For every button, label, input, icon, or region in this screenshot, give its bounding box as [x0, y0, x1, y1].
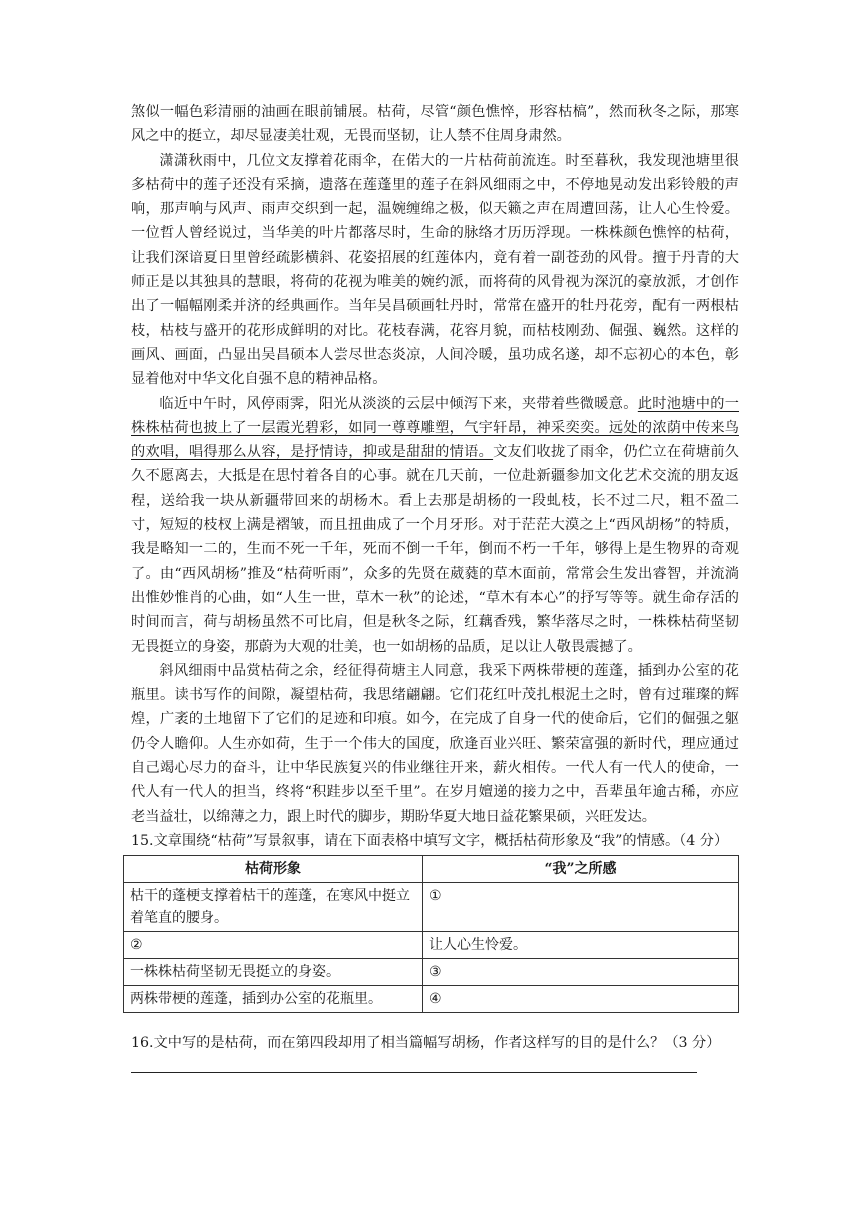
- table-row: [124, 883, 739, 932]
- table-cell: 一株株枯荷坚韧无畏挺立的身姿。: [124, 959, 423, 986]
- table-cell: 枯干的蓬梗支撑着枯干的莲蓬，在寒风中挺立着笔直的腰身。: [124, 883, 423, 932]
- question-16: 16.文中写的是枯荷，而在第四段却用了相当篇幅写胡杨，作者这样写的目的是什么？（3 分）: [131, 1035, 721, 1052]
- paragraph-3-before: 临近中午时，风停雨霁，阳光从淡淡的云层中倾泻下来，夹带着些微暖意。: [159, 395, 638, 412]
- table-row: [124, 932, 739, 959]
- table-row: [124, 959, 739, 986]
- answer-cell[interactable]: ②: [124, 932, 423, 959]
- answer-cell[interactable]: ①: [423, 883, 739, 932]
- answer-cell[interactable]: ③: [423, 959, 739, 986]
- underlined-passage: 此时池塘中的一株株枯荷也披上了一层霞光碧彩，如同一尊尊雕塑，气宇轩昂，神采奕奕。远处的浓荫中传来鸟的欢唱，唱得那么从容，是抒情诗，抑或是甜甜的情语。: [131, 395, 739, 461]
- question-15: 15.文章围绕“枯荷”写景叙事，请在下面表格中填写文字，概括枯荷形象及“我”的情感。（4 分）: [131, 832, 729, 849]
- header-my-feeling: “我”之所感: [423, 856, 739, 883]
- header-lotus-image: 枯荷形象: [124, 856, 423, 883]
- document-page: [131, 100, 739, 1073]
- summary-table: [123, 855, 739, 1013]
- paragraph-2: 潇潇秋雨中，几位文友撑着花雨伞，在偌大的一片枯荷前流连。时至暮秋，我发现池塘里很多枯荷中的莲子还没有采摘，遗落在莲蓬里的莲子在斜风细雨之中，不停地晃动发出彩铃般的声响，那声响与风声、雨声交织到一起，温婉缠绵之极，似天籁之声在周遭回荡，让人心生怜爱。一位哲人曾经说过，当华美的叶片都落尽时，生命的脉络才历历浮现。一株株颜色憔悴的枯荷，让我们深谙夏日里曾经疏影横斜、花姿招展的红莲体内，竟有着一副苍劲的风骨。擅于丹青的大师正是以其独具的慧眼，将荷的花视为唯美的婉约派，而将荷的风骨视为深沉的豪放派，才创作出了一幅幅刚柔并济的经典画作。当年吴昌硕画牡丹时，常常在盛开的牡丹花旁，配有一两根枯枝，枯枝与盛开的花形成鲜明的对比。花枝春满，花容月貌，而枯枝刚劲、倔强、巍然。这样的画风、画面，凸显出吴昌硕本人尝尽世态炎凉，人间冷暖，虽功成名遂，却不忘初心的本色，彰显着他对中华文化自强不息的精神品格。: [131, 152, 739, 388]
- paragraph-1: 煞似一幅色彩清丽的油画在眼前铺展。枯荷，尽管“颜色憔悴，形容枯槁”，然而秋冬之际，那寒风之中的挺立，却尽显凄美壮观，无畏而坚韧，让人禁不住周身肃然。: [131, 104, 739, 145]
- answer-line[interactable]: [131, 1060, 697, 1073]
- table-header-row: [124, 856, 739, 883]
- paragraph-3: [131, 392, 739, 659]
- paragraph-4: 斜风细雨中品赏枯荷之余，经征得荷塘主人同意，我采下两株带梗的莲蓬，插到办公室的花瓶里。读书写作的间隙，凝望枯荷，我思绪翩翩。它们花红叶茂扎根泥土之时，曾有过璀璨的辉煌，广袤的土地留下了它们的足迹和印痕。如今，在完成了自身一代的使命后，它们的倔强之躯仍令人瞻仰。人生亦如荷，生于一个伟大的国度，欣逢百业兴旺、繁荣富强的新时代，理应通过自己竭心尽力的奋斗，让中华民族复兴的伟业继往开来，薪火相传。一代人有一代人的使命，一代人有一代人的担当，终将“积跬步以至千里”。在岁月嬗递的接力之中，吾辈虽年逾古稀，亦应老当益壮，以绵薄之力，跟上时代的脚步，期盼华夏大地日益花繁果硕，兴旺发达。: [131, 662, 739, 825]
- table-row: [124, 986, 739, 1013]
- paragraph-3-after: 文友们收拢了雨伞，仍伫立在荷塘前久久不愿离去，大抵是在思忖着各自的心事。就在几天前，一位赴新疆参加文化艺术交流的朋友返程，送给我一块从新疆带回来的胡杨木。看上去那是胡杨的一段虬枝，长不过二尺，粗不盈二寸，短短的枝杈上满是褶皱，而且扭曲成了一个月牙形。对于茫茫大漠之上“西风胡杨”的特质，我是略知一二的，生而不死一千年，死而不倒一千年，倒而不朽一千年，够得上是生物界的奇观了。由“西风胡杨”推及“枯荷听雨”，众多的先贤在葳蕤的草木面前，常常会生发出睿智，并流淌出惟妙惟肖的心曲，如“人生一世，草木一秋”的论述，“草木有本心”的抒写等等。就生命存活的时间而言，荷与胡杨虽然不可比肩，但是秋冬之际，红藕香残，繁华落尽之时，一株株枯荷坚韧无畏挺立的身姿，那蔚为大观的壮美，也一如胡杨的品质，足以让人敬畏震撼了。: [131, 444, 739, 655]
- table-cell: 让人心生怜爱。: [423, 932, 739, 959]
- answer-cell[interactable]: ④: [423, 986, 739, 1013]
- table-cell: 两株带梗的莲蓬，插到办公室的花瓶里。: [124, 986, 423, 1013]
